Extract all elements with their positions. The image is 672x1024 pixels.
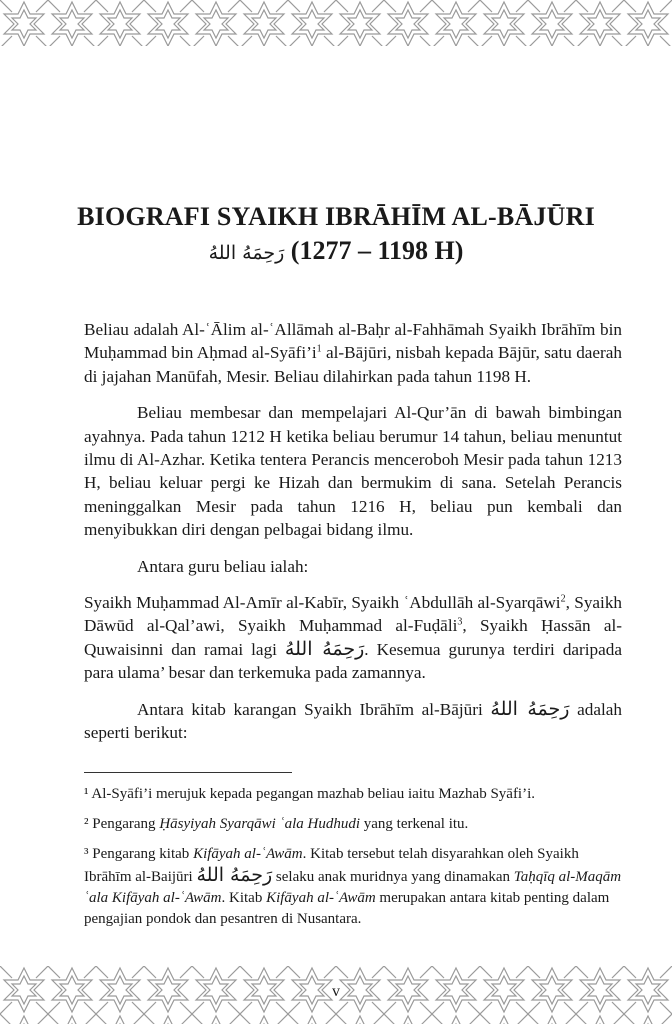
title-years-line <box>0 236 672 266</box>
body-text <box>84 318 622 758</box>
paragraph-2: Beliau membesar dan mempelajari Al-Qur’ān di bawah bimbingan ayahnya. Pada tahun 1212 H ketika beliau berumur 14 tahun, beliau menuntut ilmu di Al-Azhar. Ketika tentera Perancis menceroboh Mesir pada tahun 1213 H, beliau keluar pergi ke Hizah dan bermukim di sana. Setelah Perancis meninggalkan Mesir pada tahun 1216 H, beliau pun kembali dan menyibukkan diri dengan pelbagai bidang ilmu. <box>84 403 622 540</box>
paragraph-3: Antara guru beliau ialah: <box>137 556 309 576</box>
honorific-glyph: رَحِمَهُ اللهُ <box>284 637 365 660</box>
paragraph-5: Antara kitab karangan Syaikh Ibrāhīm al-Bājūri رَحِمَهُ اللهُ adalah seperti berikut: <box>84 697 622 743</box>
footnotes <box>84 784 622 939</box>
honorific-glyph: رَحِمَهُ اللهُ <box>196 864 273 886</box>
page-number: v <box>332 983 340 1000</box>
footnote-1: ¹ Al-Syāfi’i merujuk kepada pegangan mazhab beliau iaitu Mazhab Syāfi’i. <box>84 786 536 802</box>
footnote-ref-1[interactable]: 1 <box>316 343 322 355</box>
paragraph-4: Syaikh Muḥammad Al-Amīr al-Kabīr, Syaikh ʿAbdullāh al-Syarqāwi$^2$, Syaikh Dāwūd al-Qal’awi, Syaikh Muḥammad al-Fuḍāli$^3$, Syaikh Ḥassān al-Quwaisinni dan ramai lagi رَحِمَهُ اللهُ. Kesemua gurunya terdiri daripada para ulama’ besar dan terkemuka pada zamannya. <box>84 593 623 683</box>
top-ornamental-border <box>0 0 672 46</box>
honorific-glyph: رَحِمَهُ اللهُ <box>490 697 570 720</box>
footnote-ref-2[interactable]: 2 <box>560 593 566 605</box>
title-years: (1198 – 1277 H) <box>290 236 464 265</box>
footnote-3: ³ Pengarang kitab Kifāyah al-ʿAwām. Kitab tersebut telah disyarahkan oleh Syaikh Ibrāhīm al-Baijūri رَحِمَهُ اللهُ selaku anak muridnya yang dinamakan Taḥqīq al-Maqām ʿala Kifāyah al-ʿAwām. Kitab Kifāyah al-ʿAwām merupakan antara kitab penting dalam pengajian pondok dan pesantren di Nusantara. <box>84 846 622 927</box>
page-title: BIOGRAFI SYAIKH IBRĀHĪM AL-BĀJŪRI <box>77 202 595 231</box>
footnote-ref-3[interactable]: 3 <box>457 616 463 628</box>
honorific-glyph: رَحِمَهُ اللهُ <box>208 242 285 264</box>
paragraph-1: Beliau adalah Al-ʿĀlim al-ʿAllāmah al-Baḥr al-Fahhāmah Syaikh Ibrāhīm bin Muḥammad bin Aḥmad $al-Syāfi’i^1$ al-Bājūri, nisbah kepada Bājūr, satu daerah di jajahan Manūfah, Mesir. Beliau dilahirkan pada tahun 1198 H. <box>84 320 623 386</box>
footnote-2: ² Pengarang Ḥāsyiyah Syarqāwi ʿala Hudhudi yang terkenal itu. <box>84 816 469 832</box>
footnote-divider <box>84 772 292 773</box>
